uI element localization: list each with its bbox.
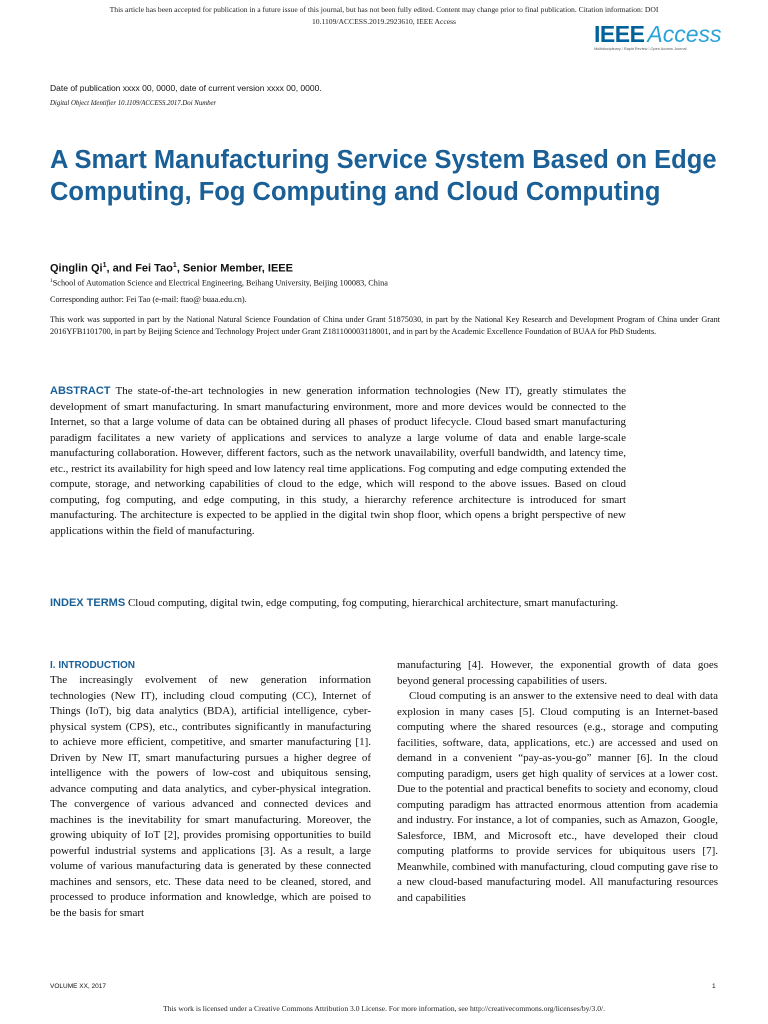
funding-statement: This work was supported in part by the National Natural Science Foundation of China under Grant 51875030, in part by the National Key Research and Development Program of China under Grant 2016YFB1101700, in part by Beijing Science and Technology Project under Grant Z181100003118001, and in part by the Academic Excellence Foundation of BUAA for PhD Students. <box>50 315 720 336</box>
publication-date: Date of publication xxxx 00, 0000, date of current version xxxx 00, 0000. <box>50 83 322 93</box>
notice-line-2: 10.1109/ACCESS.2019.2923610, IEEE Access <box>312 17 456 26</box>
section-heading-introduction: I. INTRODUCTION <box>50 660 135 671</box>
right-column <box>397 658 718 906</box>
page-number: 1 <box>712 983 716 990</box>
index-terms-text: Cloud computing, digital twin, edge computing, fog computing, hierarchical architecture, smart manufacturing. <box>127 597 619 609</box>
doi-line: Digital Object Identifier 10.1109/ACCESS.2017.Doi Number <box>50 100 217 107</box>
corresponding-author: Corresponding author: Fei Tao (e-mail: ftao@ buaa.edu.cn). <box>50 295 247 304</box>
affiliation-mark: 1 <box>50 278 53 284</box>
author-separator: , and <box>106 262 136 275</box>
author-2: Fei Tao <box>135 262 173 275</box>
author-line <box>50 262 293 275</box>
paper-title: A Smart Manufacturing Service System Based on Edge Computing, Fog Computing and Cloud Computing <box>50 146 717 206</box>
intro-paragraph-1: The increasingly evolvement of new generation information technologies (New IT), including cloud computing (CC), Internet of Things (IoT), big data analytics (BDA), artificial intelligence, cyber-physical system (CPS), etc., contributes significantly in manufacturing to achieve more efficient, competitive, and smarter manufacturing [1]. Driven by New IT, smart manufacturing pursues a higher degree of intelligence with the powers of low-cost and ubiquitous sensing, advance computing and data analytics, and cyber-physical integration. The convergence of various advanced and connected devices and machines is the inevitability for smart manufacturing. Moreover, the growing ubiquity of IoT [2], provides promising opportunities to build powerful industrial systems and applications [3]. As a result, a large volume of various manufacturing data is generated by these connected machines and sensors, etc. These data need to be cleaned, stored, and processed to produce information and knowledge, which are poised to be the basis for smart <box>50 674 371 919</box>
logo-access-text: Access <box>647 21 722 47</box>
logo-ieee-text: IEEE <box>594 21 645 47</box>
affiliation <box>50 278 388 288</box>
ieee-access-logo <box>594 22 734 51</box>
index-terms-block <box>50 596 626 612</box>
license-notice: This work is licensed under a Creative Commons Attribution 3.0 License. For more information, see http://creativecommons.org/licenses/by/3.0/. <box>162 1004 606 1013</box>
author-suffix: , Senior Member, IEEE <box>176 262 293 275</box>
volume-label: VOLUME XX, 2017 <box>50 983 106 990</box>
left-column <box>50 658 371 921</box>
intro-paragraph-2: Cloud computing is an answer to the extensive need to deal with data explosion in many cases [5]. Cloud computing is an Internet-based computing where the shared resources (e.g., storage and computing facilities, software, data, applications, etc.) are accessed and used on demand in a convenient “pay-as-you-go” manner [6]. In the cloud computing paradigm, users get high quality of services at a lower cost. Due to the potential and practical benefits to society and economy, cloud computing paradigm has attracted enormous attention from academia and industry. For instance, a lot of companies, such as Amazon, Google, Salesforce, IBM, and Microsoft etc., have developed their cloud computing platforms to provide services for ubiquitous users [7]. Meanwhile, combined with manufacturing, cloud computing gave rise to a new cloud-based manufacturing model. All manufacturing resources and capabilities <box>397 690 718 904</box>
notice-line-1: This article has been accepted for publication in a future issue of this journal, but has not been fully edited. Content may change prior to final publication. Citation information: DOI <box>109 5 659 14</box>
logo-tagline: Multidisciplinary ⁞ Rapid Review ⁞ Open Access Journal <box>594 47 687 51</box>
abstract-label: ABSTRACT <box>50 385 111 397</box>
abstract-text: The state-of-the-art technologies in new generation information technologies (New IT), greatly stimulates the development of smart manufacturing. In smart manufacturing environment, more and more devices would be connected to the Internet, so that a large volume of data can be obtained during all phases of product lifecycle. Cloud based smart manufacturing paradigm facilitates a new variety of applications and services to analyze a large volume of data and enable large-scale manufacturing collaboration. However, different factors, such as the network unavailability, overfull bandwidth, and latency time, etc., restrict its availability for high speed and low latency real time applications. Fog computing and edge computing extended the compute, storage, and networking capabilities of cloud to the edge, which will respond to the above issues. Based on cloud computing, fog computing, and edge computing, in this study, a hierarchy reference architecture is introduced for smart manufacturing. The architecture is expected to be applied in the digital twin shop floor, which opens a bright perspective of new applications within the field of manufacturing. <box>50 385 626 537</box>
intro-paragraph-1-continued: manufacturing [4]. However, the exponential growth of data goes beyond general processing capabilities of users. <box>397 659 718 687</box>
author-1-affil-mark: 1 <box>102 262 107 269</box>
author-1: Qinglin Qi <box>50 262 103 275</box>
affiliation-text: School of Automation Science and Electrical Engineering, Beihang University, Beijing 100083, China <box>52 278 388 288</box>
abstract-block <box>50 384 626 539</box>
index-terms-label: INDEX TERMS <box>50 597 126 609</box>
author-2-affil-mark: 1 <box>172 262 177 269</box>
